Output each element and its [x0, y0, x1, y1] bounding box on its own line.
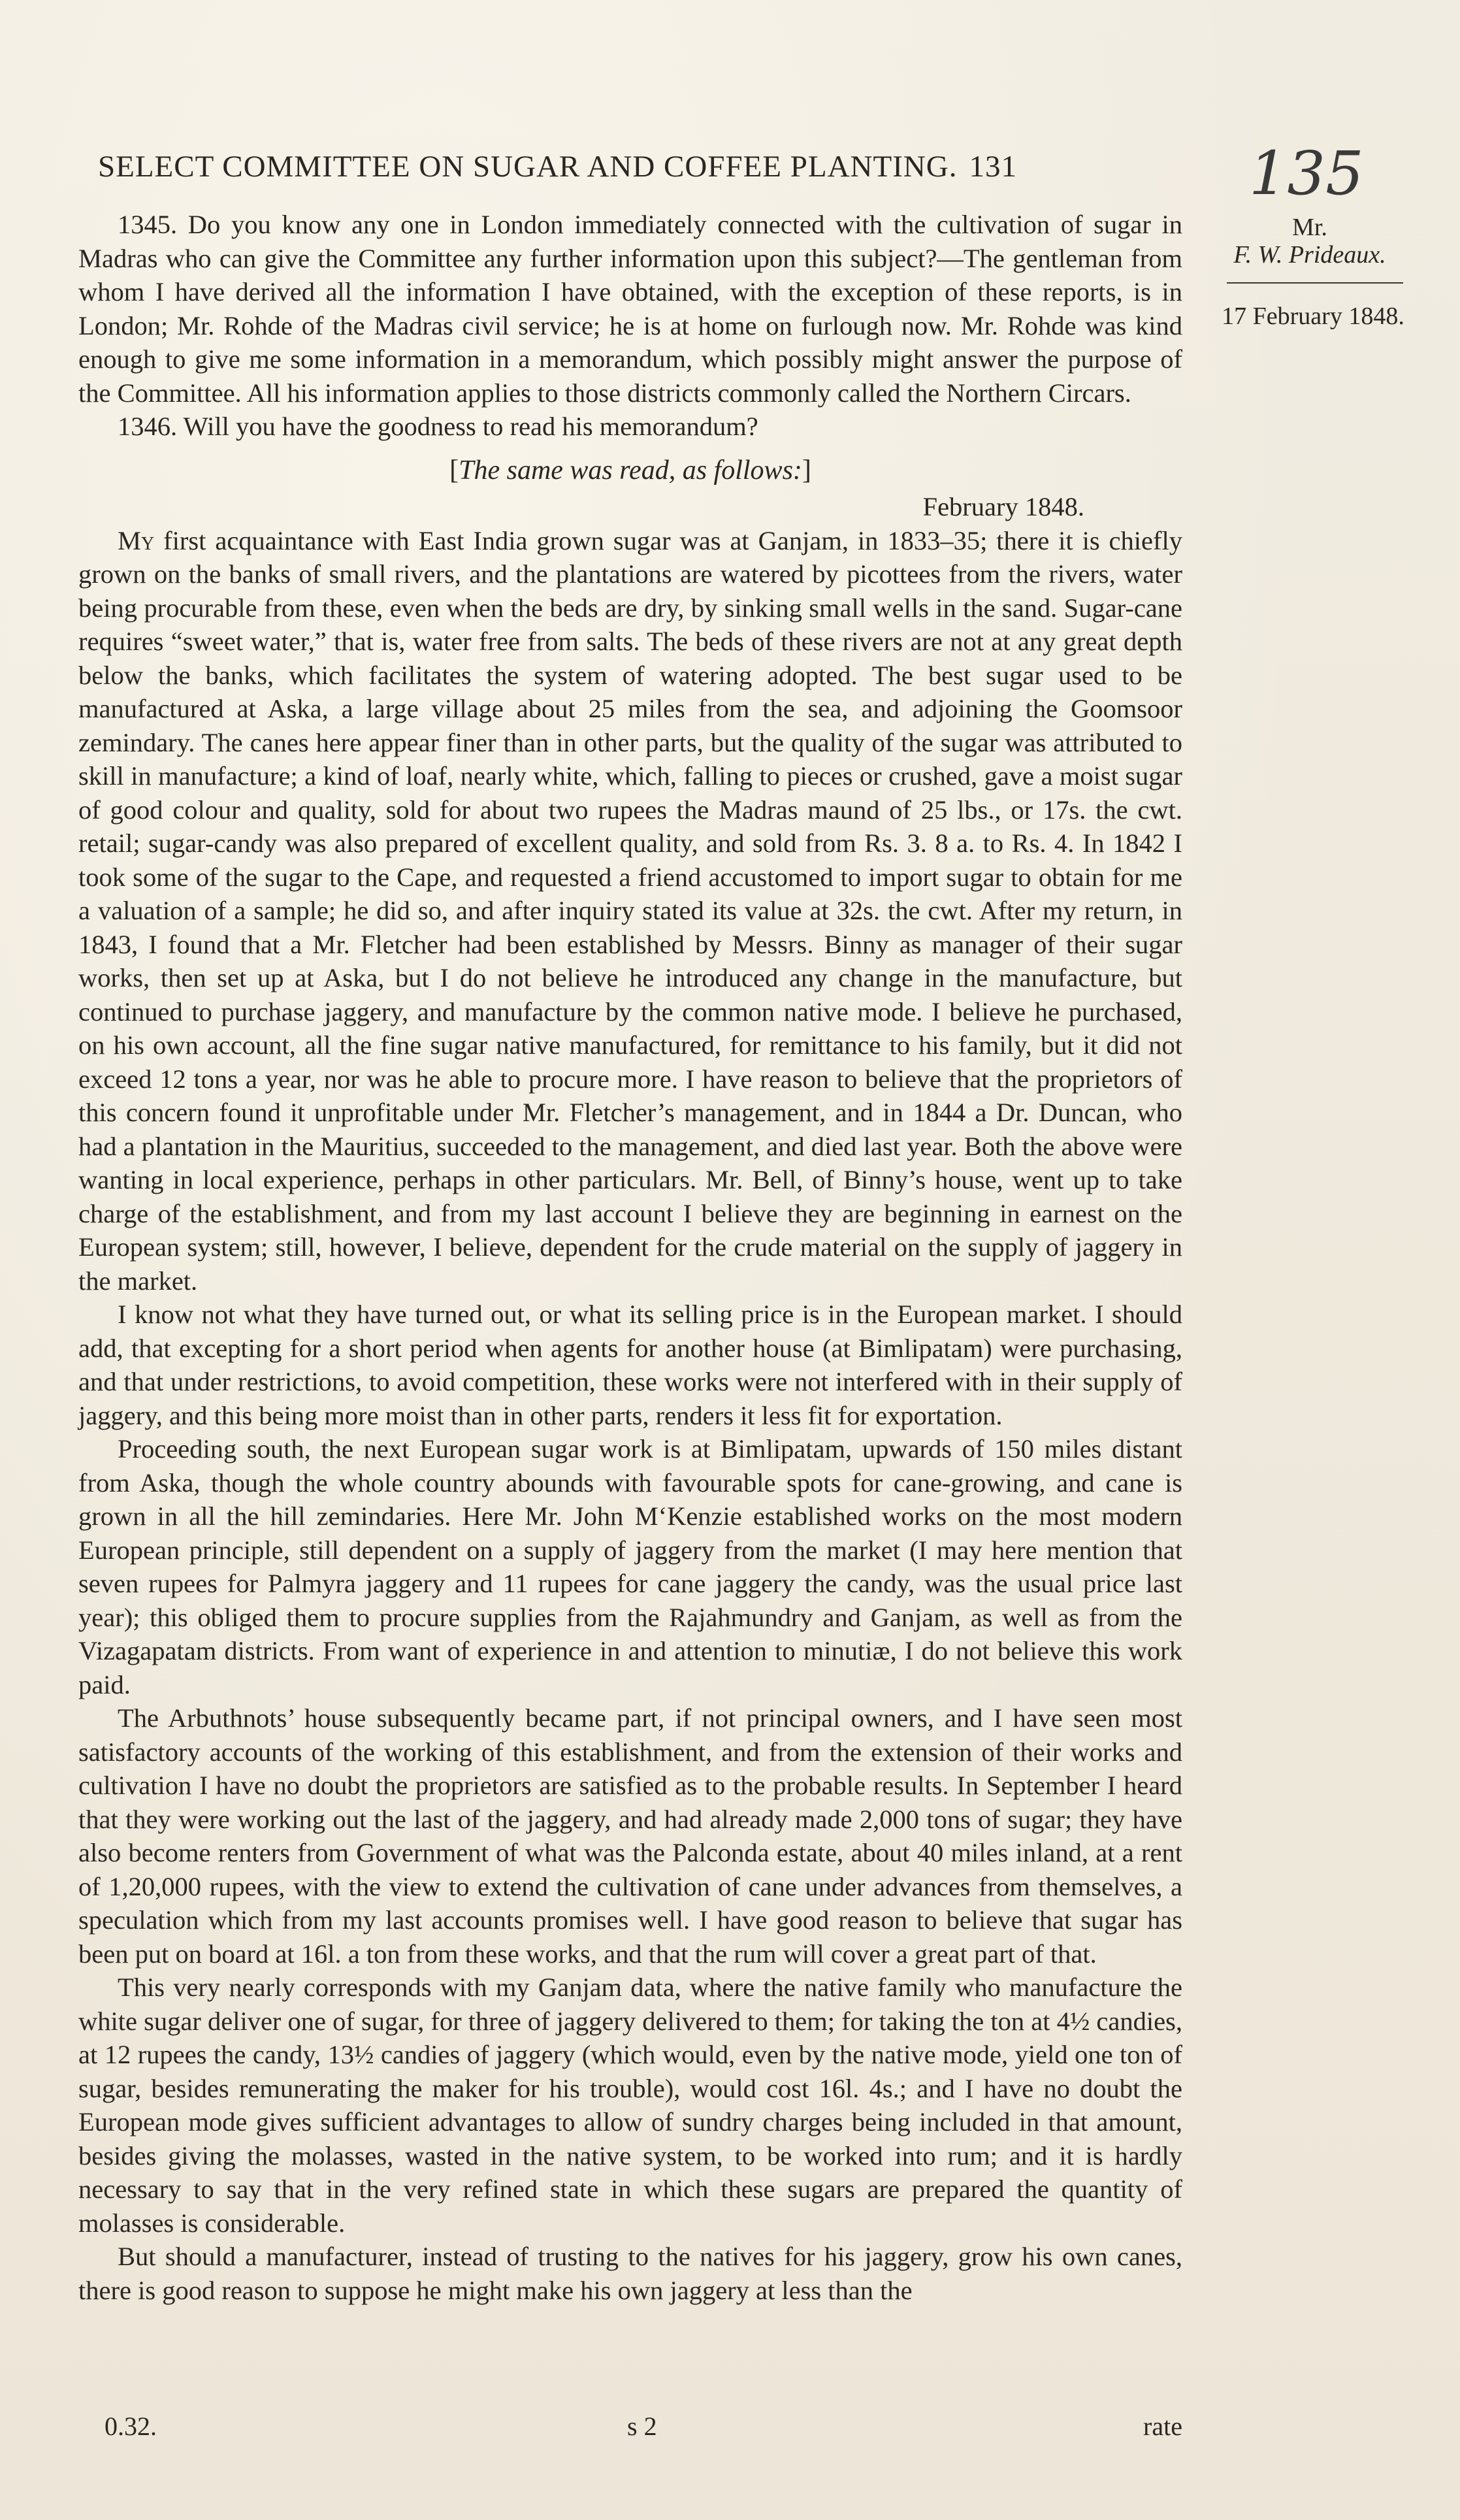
memorandum-paragraph-6: But should a manufacturer, instead of trusting to the natives for his jaggery, grow his own canes, there is good reason to suppose he might make his own jaggery at less than the [78, 2242, 1182, 2305]
memorandum-paragraph-1 [78, 524, 1182, 1298]
memorandum-paragraph-2: I know not what they have turned out, or what its selling price is in the European market. I should add, that excepting for a short period when agents for another house (at Bimlipatam) were purchasing, and that under restrictions, to avoid competition, these works were not interfered with in their supply of jaggery, and this being more moist than in other parts, renders it less fit for exportation. [78, 1300, 1182, 1430]
margin-date: 17 February 1848. [1222, 303, 1404, 330]
footer-sheet-code: 0.32. [105, 2412, 157, 2441]
header-title: SELECT COMMITTEE ON SUGAR AND COFFEE PLANTING. [98, 150, 958, 184]
handwritten-folio-number: 135 [1249, 139, 1364, 208]
footer-signature-mark: s 2 [627, 2412, 657, 2441]
margin-witness-title: Mr. [1292, 214, 1327, 241]
memorandum-paragraph-4: The Arbuthnots’ house subsequently became part, if not principal owners, and I have seen most satisfactory accounts of the working of this establishment, and from the extension of their works and cultivation I have no doubt the proprietors are satisfied as to the probable results. In September I heard that they were working out the last of the jaggery, and had already made 2,000 tons of sugar; they have also become renters from Government of what was the Palconda estate, about 40 miles inland, at a rent of 1,20,000 rupees, with the view to extend the cultivation of cane under advances from themselves, a speculation which from my last accounts promises well. I have good reason to believe that sugar has been put on board at 16l. a ton from these works, and that the rum will cover a great part of that. [78, 1703, 1182, 1969]
read-note-text: The same was read, as follows: [459, 455, 802, 485]
memorandum-paragraph-5: This very nearly corresponds with my Ganjam data, where the native family who manufacture the white sugar deliver one of sugar, for three of jaggery delivered to them; for taking the ton at 4½ candies, at 12 rupees the candy, 13½ candies of jaggery (which would, even by the native mode, yield one ton of sugar, besides remunerating the maker for his trouble), would cost 16l. 4s.; and I have no doubt the European mode gives sufficient advantages to allow of sundry charges being included in that amount, besides giving the molasses, wasted in the native system, to be worked into rum; and it is hardly necessary to say that in the very refined state in which these sugars are prepared the quantity of molasses is considerable. [78, 1972, 1182, 2238]
page-footer [78, 2411, 1182, 2450]
margin-witness-name: F. W. Prideaux. [1233, 241, 1386, 269]
page-number: 131 [969, 150, 1017, 184]
read-note: [The same was read, as follows:] [449, 455, 811, 485]
memorandum-date: February 1848. [922, 492, 1084, 521]
body-text [78, 208, 1182, 2307]
question-1346: 1346. Will you have the goodness to read his memorandum? [118, 412, 758, 441]
footer-catchword: rate [1143, 2412, 1182, 2441]
margin-divider [1227, 282, 1403, 284]
memorandum-paragraph-3: Proceeding south, the next European sugar work is at Bimlipatam, upwards of 150 miles distant from Aska, though the whole country abounds with favourable spots for cane-growing, and cane is grown in all the hill zemindaries. Here Mr. John M‘Kenzie established works on the most modern European principle, still dependent on a supply of jaggery from the market (I may here mention that seven rupees for Palmyra jaggery and 11 rupees for cane jaggery the candy, was the usual price last year); this obliged them to procure supplies from the Rajahmundry and Ganjam, as well as from the Vizagapatam districts. From want of experience in and attention to minutiæ, I do not believe this work paid. [78, 1434, 1182, 1699]
memorandum-lead-word: My [118, 525, 155, 555]
running-header [98, 149, 1150, 184]
memorandum-paragraph-1-text: first acquaintance with East India grown sugar was at Ganjam, in 1833–35; there it is chiefly grown on the banks of small rivers, and the plantations are watered by picottees from the rivers, water being procurable from these, even when the beds are dry, by sinking small wells in the sand. Sugar-cane requires “sweet water,” that is, water free from salts. The beds of these rivers are not at any great depth below the banks, which facilitates the system of watering adopted. The best sugar used to be manufactured at Aska, a large village about 25 miles from the sea, and adjoining the Goomsoor zemindary. The canes here appear finer than in other parts, but the quality of the sugar was attributed to skill in manufacture; a kind of loaf, nearly white, which, falling to pieces or crushed, gave a moist sugar of good colour and quality, sold for about two rupees the Madras maund of 25 lbs., or 17s. the cwt. retail; sugar-candy was also prepared of excellent quality, and sold from Rs. 3. 8 a. to Rs. 4. In 1842 I took some of the sugar to the Cape, and requested a friend accustomed to import sugar to obtain for me a valuation of a sample; he did so, and after inquiry stated its value at 32s. the cwt. After my return, in 1843, I found that a Mr. Fletcher had been established by Messrs. Binny as manager of their sugar works, then set up at Aska, but I do not believe he introduced any change in the manufacture, but continued to purchase jaggery, and manufacture by the common native mode. I believe he purchased, on his own account, all the fine sugar native manufactured, for remittance to his family, but it did not exceed 12 tons a year, nor was he able to procure more. I have reason to believe that the proprietors of this concern found it unprofitable under Mr. Fletcher’s management, and in 1844 a Dr. Duncan, who had a plantation in the Mauritius, succeeded to the management, and died last year. Both the above were wanting in local experience, perhaps in other particulars. Mr. Bell, of Binny’s house, went up to take charge of the establishment, and from my last account I believe they are beginning in earnest on the European system; still, however, I believe, dependent for the crude material on the supply of jaggery in the market. [78, 525, 1182, 1296]
question-1345: 1345. Do you know any one in London immediately connected with the cultivation of sugar in Madras who can give the Committee any further information upon this subject?—The gentleman from whom I have derived all the information I have obtained, with the exception of these reports, is in London; Mr. Rohde of the Madras civil service; he is at home on furlough now. Mr. Rohde was kind enough to give me some information in a memorandum, which possibly might answer the purpose of the Committee. All his information applies to those districts commonly called the Northern Circars. [78, 210, 1182, 408]
